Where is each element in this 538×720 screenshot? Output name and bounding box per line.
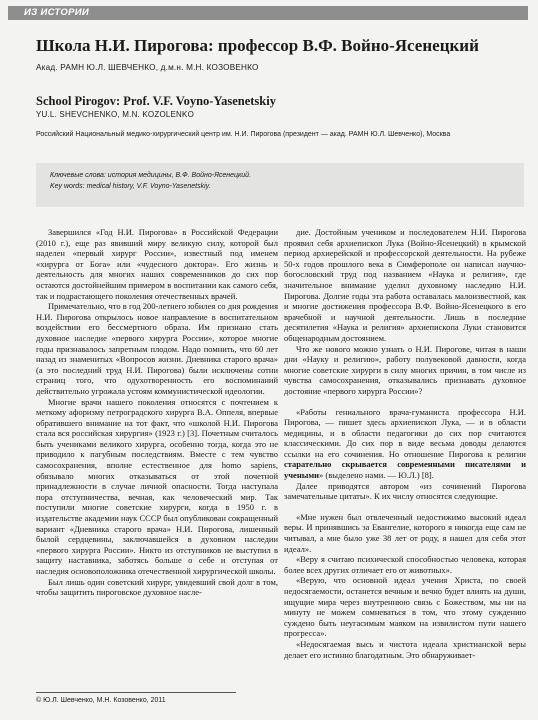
footer-divider — [36, 692, 236, 693]
quote-paragraph: «Верую, что основной идеал учения Христа, по своей недосягаемости, останется вечным и вечно будет влиять на души, ищущие мира через внутреннюю связь с Божеством, мы ни на минуту не можем сомневаться в том, что этому суждению суждено быть неугасимым маяком на извилистом пути нашего прогресса». — [284, 575, 526, 639]
paragraph: Многие врачи нашего поколения относятся с почтением к меткому афоризму петроградского хирурга В.А. Оппеля, впервые обратившего внимание на тот факт, что «школой Н.И. Пирогова стала вся российская хирургия» (1923 г.) [3]. Почетным считалось быть учениками великого хирурга, особенно тогда, когда это не приводило к пагубным последствиям. Вместе с тем чувство самосохранения, вполне естественное для homo sapiens, обязывало многих отказываться от этой почетной принадлежности в случае личной опасности. Тогда наступала пора отступничества, вечная, как человеческий мир. Так поступили многие советские хирурги, когда в 1950 г. в издательстве академии наук СССР был опубликован сокращенный вариант «Дневника старого врача» Н.И. Пирогова, лишенный былой сердцевины, заключавшейся в духовном наследии «первого хирурга России». Никто из отступников не выступил в защиту наставника, заботясь больше о себе и отступая от наследия основоположника отечественной хирургической школы. — [36, 396, 278, 576]
paragraph: Далее приводятся автором «из сочинений Пирогова замечательные цитаты». К их числу относятся следующие. — [284, 480, 526, 502]
quote-paragraph: «Недосягаемая высь и чистота идеала христианской веры делает его истинно благодатным. Это обнаруживает- — [284, 638, 526, 660]
left-column — [36, 227, 278, 598]
paragraph: Завершился «Год Н.И. Пирогова» в Российской Федерации (2010 г.), еще раз явивший миру великую силу, которой был наделен «первый хирург России», известный под именем «хирурга от Бога» или «чудесного доктора». Его жизнь и деятельность для многих наших современников до сих пор остаются достойнейшим примером в воспитании как самого себя, так и подрастающего поколения отечественных врачей. — [36, 227, 278, 301]
paragraph: Был лишь один советский хирург, увидевший свой долг в том, чтобы защитить пироговское духовное насле- — [36, 576, 278, 598]
paragraph: Примечательно, что в год 200-летнего юбилея со дня рождения Н.И. Пирогова открылось новое направление в воспитательном воздействии его бессмертного образа. Им признано стать духовное наследие «первого хирурга России», которое многие годы признавалось запретным плодом. Надо помнить, что 60 лет назад из знаменитых «Вопросов жизни. Дневника старого врача» (а это последний труд Н.И. Пирогова) были исключены сотни страниц того, что одухотворенность его воспоминаний действительно угрожала устоям коммунистической идеологии. — [36, 301, 278, 396]
section-header-bar — [8, 6, 528, 20]
paragraph: дие. Достойным учеником и последователем Н.И. Пирогова проявил себя архиепископ Лука (Войно-Ясенецкий) в крымской период архиерейской и профессорской деятельности. На рубеже 50-х годов прошлого века в Симферополе он написал научно-богословский труд под названием «Наука и религия», где значительное внимание уделил духовному наследию Н.И. Пирогова. Долгие годы эта работа оставалась малоизвестной, как и многие достижения профессора В.Ф. Войно-Ясенецкого в его врачебной и научной деятельности. Лишь в последние десятилетия «Наука и религия» архиепископа Луки становится общенародным достоянием. — [284, 227, 526, 343]
keywords-en: Key words: medical history, V.F. Voyno-Yasenetskiy. — [50, 183, 211, 190]
keywords-ru: Ключевые слова: история медицины, В.Ф. Войно-Ясенецкий. — [50, 172, 252, 179]
authors-en: YU.L. SHEVCHENKO, M.N. KOZOLENKO — [36, 110, 194, 119]
affiliation: Российский Национальный медико-хирургический центр им. Н.И. Пирогова (президент — акад. РАМН Ю.Л. Шевченко), Москва — [36, 131, 451, 138]
article-title-ru: Школа Н.И. Пирогова: профессор В.Ф. Войно-Ясенецкий — [36, 36, 479, 55]
emphasized-text: старательно скрывается современными писателями и учеными — [284, 459, 526, 481]
quote-text: «Работы гениального врача-гуманиста профессора Н.И. Пирогова, — пишет здесь архиепископ Лука, — и в области медицины, и в области педагогики до сих пор считаются классическими. До сих пор в виде весьма доводы делаются ссылки на его сочинения. Но отношение Пирогова к религии — [284, 406, 526, 459]
quote-paragraph — [284, 407, 526, 481]
section-label: ИЗ ИСТОРИИ — [24, 7, 89, 18]
paragraph: Что же нового можно узнать о Н.И. Пирогове, читая в наши дни «Науку и религию», работу полувековой давности, когда многие советские хирурги в силу многих причин, в том числе из чувства самосохранения, отказывались признавать духовное достояние «первого хирурга России»? — [284, 343, 526, 396]
keywords-box — [36, 163, 524, 207]
quote-paragraph: «Веру я считаю психической способностью человека, которая более всех других отличает его от животных». — [284, 554, 526, 575]
copyright-footer: © Ю.Л. Шевченко, М.Н. Козовенко, 2011 — [36, 697, 166, 704]
quote-paragraph: «Мне нужен был отвлеченный недостижимо высокий идеал веры. И принявшись за Евангелие, которого я никогда еще сам не читывал, а мне было уже 38 лет от роду, я нашел для себя этот идеал». — [284, 511, 526, 554]
quote-text: » (выделено нами. — Ю.Л.) [8]. — [319, 470, 434, 481]
article-title-en: School Pirogov: Prof. V.F. Voyno-Yasenetskiy — [36, 94, 276, 108]
authors-ru: Акад. РАМН Ю.Л. ШЕВЧЕНКО, д.м.н. М.Н. КОЗОВЕНКО — [36, 63, 259, 72]
right-column — [284, 227, 526, 660]
